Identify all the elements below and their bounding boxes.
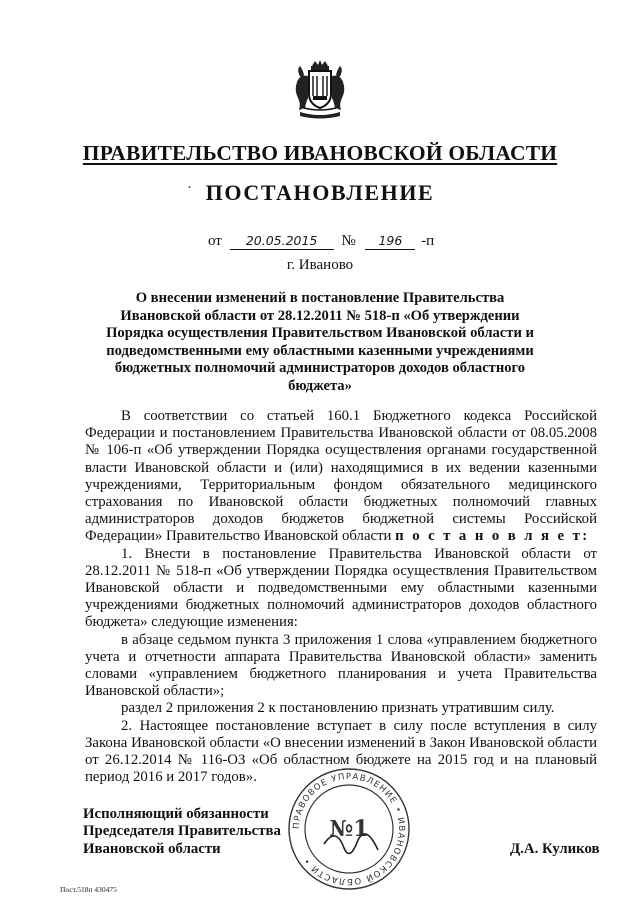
number-label: № bbox=[341, 233, 356, 249]
signatory-block bbox=[83, 806, 281, 858]
from-label: от bbox=[208, 233, 222, 249]
preamble-text: В соответствии со статьей 160.1 Бюджетного кодекса Российской Федерации и постановлением Правительства Ивановской области от 08.05.2008 № 106-п «Об утверждении Порядка осуществления органами государственной власти Ивановской области и (или) находящимися в их ведении казенными учреждениями, Территориальным фондом обязательного медицинского страхования по Ивановской области бюджетных полномочий главных администраторов доходов бюджетов бюджетной системы Российской Федерации» Правительство Ивановской области bbox=[85, 408, 597, 545]
date-handwritten: 20.05.2015 bbox=[230, 233, 334, 250]
item-1-change-2: раздел 2 приложения 2 к постановлению признать утратившим силу. bbox=[121, 700, 555, 717]
date-number-row bbox=[208, 233, 434, 255]
document-subject: О внесении изменений в постановление Правительства Ивановской области от 28.12.2011 № 518-п «Об утверждении Порядка осуществления Правительством Ивановской области и подведомственными ему областными казенными учреждениями бюджетных полномочий администраторов доходов областного бюджета» bbox=[106, 290, 534, 394]
document-type-title: ПОСТАНОВЛЕНИЕ bbox=[205, 180, 435, 205]
footer-code: Пост.518п 430475 bbox=[60, 885, 117, 894]
item-2: 2. Настоящее постановление вступает в силу после вступления в силу Закона Ивановской области «О внесении изменений в Закон Ивановской области от 26.12.2014 № 116-ОЗ «Об областном бюджете на 2015 год и на плановый период 2016 и 2017 годов». bbox=[85, 717, 597, 786]
signatory-line-1: Исполняющий обязанности bbox=[83, 806, 269, 822]
coat-of-arms-icon bbox=[288, 58, 352, 122]
government-title: ПРАВИТЕЛЬСТВО ИВАНОВСКОЙ ОБЛАСТИ bbox=[82, 141, 558, 165]
signatory-line-2: Председателя Правительства bbox=[83, 823, 281, 840]
stamp-center-text: №1 bbox=[329, 816, 369, 842]
resolves-colon: : bbox=[582, 528, 590, 545]
resolves-word: п о с т а н о в л я е т bbox=[395, 528, 583, 545]
number-suffix: -п bbox=[421, 233, 435, 249]
number-handwritten: 196 bbox=[365, 233, 415, 250]
document-body bbox=[85, 408, 597, 786]
item-1: 1. Внести в постановление Правительства Ивановской области от 28.12.2011 № 518-п «Об утверждении Порядка осуществления Правительством Ивановской области и подведомственными ему областными казенными учреждениями бюджетных полномочий администраторов доходов областного бюджета» следующие изменения: bbox=[85, 545, 597, 631]
city: г. Иваново bbox=[286, 257, 354, 273]
signatory-line-3: Ивановской области bbox=[83, 840, 221, 857]
official-stamp bbox=[286, 766, 412, 892]
stamp-ring-text: ПРАВОВОЕ УПРАВЛЕНИЕ • ИВАНОВСКОЙ ОБЛАСТИ • bbox=[291, 771, 407, 887]
scan-mark: • bbox=[188, 183, 191, 192]
preamble-paragraph bbox=[85, 408, 597, 546]
item-1-change-1: в абзаце седьмом пункта 3 приложения 1 слова «управлением бюджетного учета и отчетности аппарата Правительства Ивановской области» заменить словами «управлением бюджетного планирования и учета Правительства Ивановской области»; bbox=[85, 631, 597, 700]
signatory-name: Д.А. Куликов bbox=[510, 841, 600, 857]
